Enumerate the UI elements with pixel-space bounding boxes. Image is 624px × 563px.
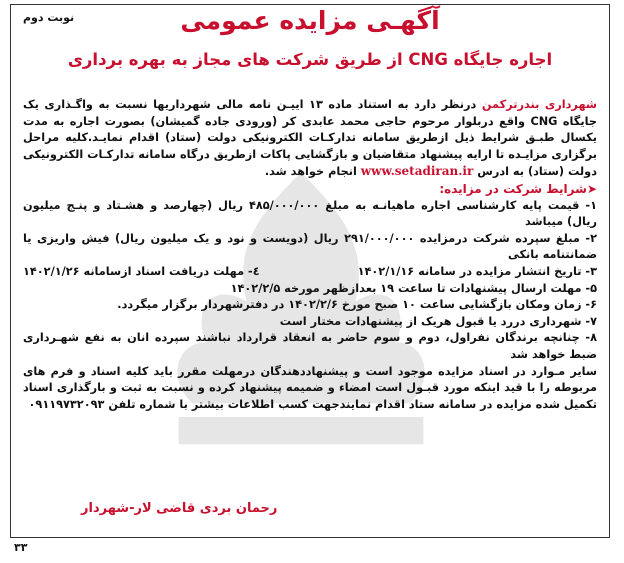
intro-paragraph xyxy=(23,97,597,181)
announcement-frame xyxy=(10,4,610,538)
condition-item: ۵- مهلت ارسال پیشنهادات تا ساعت ۱۹ بعدازظهر مورخه ۱۴۰۲/۲/۵ xyxy=(230,281,597,295)
edition-label: نوبت دوم xyxy=(23,11,75,24)
condition-item: ٤- مهلت دریافت اسناد ازسامانه ۱۴۰۲/۱/۲۶ xyxy=(23,264,260,278)
announcement-subtitle: اجاره جایگاه CNG از طریق شرکت های مجاز به بهره برداری xyxy=(67,50,553,69)
closing-paragraph: سایر مـوارد در اسناد مزایده موجود است و پیشنهاددهندگان درمهلت مقرر باید کلیه اسناد و فرم های مربوطه را با قید اینکه مورد قبـول است امضاء و ضمیمه پیشنهاد کرده و نسبت به ثبت و بارگذاری اسناد تکمیل شده مزایده در سامانه ستاد اقدام نمایندجهت کسب اطلاعات بیشتر با شماره تلفن ۰۹۱۱۹۷۳۲۰۹۳ xyxy=(23,364,597,411)
signature: رحمان بردی قاضی لار-شهردار xyxy=(81,501,278,516)
condition-item: ۶- زمان ومکان بازگشایی ساعت ۱۰ صبح مورخ ۱۴۰۲/۲/۶ در دفترشهردار برگزار میگردد. xyxy=(117,298,597,312)
conditions-list xyxy=(23,198,597,364)
organization-name: شهرداری بندرترکمن xyxy=(481,98,598,111)
announcement-title: آگهـی مزایده عمومی xyxy=(180,6,440,35)
condition-row-dates xyxy=(23,264,597,281)
condition-item: ۱- قیمت پایه کارشناسی اجاره ماهیانـه به مبلغ ۴۸۵/۰۰۰/۰۰۰ ریال (چهارصد و هشـتاد و پنـج میلیون ریال) میباشد xyxy=(23,198,597,229)
page-number: ۳۳ xyxy=(14,541,28,554)
condition-item: ۷- شهرداری دررد یا قبول هریک از پیشنهادات مختار است xyxy=(279,314,597,328)
conditions-title: ➤شرایط شرکت در مزایده: xyxy=(439,181,597,196)
website-link[interactable]: www.setadiran.ir xyxy=(360,164,474,179)
condition-item: ۸- چنانچه برندگان نفراول، دوم و سوم حاضر به انعقاد قرارداد نباشند سپرده انان به نفع شهـرداری ضبط خواهد شد xyxy=(23,331,597,361)
intro-text: درنظر دارد به استناد ماده ۱۳ اییـن نامه مالی شهرداریها نسبت به واگـذاری یک جایگاه CNG واقع دربلوار مرحوم حاجی محمد عابدی کر (ورودی جاده گمیشان) بصورت اجاره به مدت یکسال طبـق شرایط ذیل ازطریق سامانه تدارکـات الکترونیکی دولت (ستاد) اقدام نمایـد.کلیه مراحل برگزاری مزایـده تا ارایه پیشنهاد متقاضیان و بازگشایی پاکات ازطریق درگاه سامانه تدارکـات الکترونیکی دولت (ستاد) به ادرس xyxy=(23,98,597,179)
announcement-body xyxy=(23,97,597,413)
condition-item: ۲- مبلغ سپرده شرکت درمزایده ۲۹۱/۰۰۰/۰۰۰ ریال (دویست و نود و یک میلیون ریال) فیش واریزی یا ضمانتنامه بانکی xyxy=(23,231,597,262)
condition-item: ۳- تاریخ انتشار مزایده در سامانه ۱۴۰۲/۱/۱۶ xyxy=(357,264,597,278)
intro-text-end: انجام خواهد شد. xyxy=(264,165,361,179)
